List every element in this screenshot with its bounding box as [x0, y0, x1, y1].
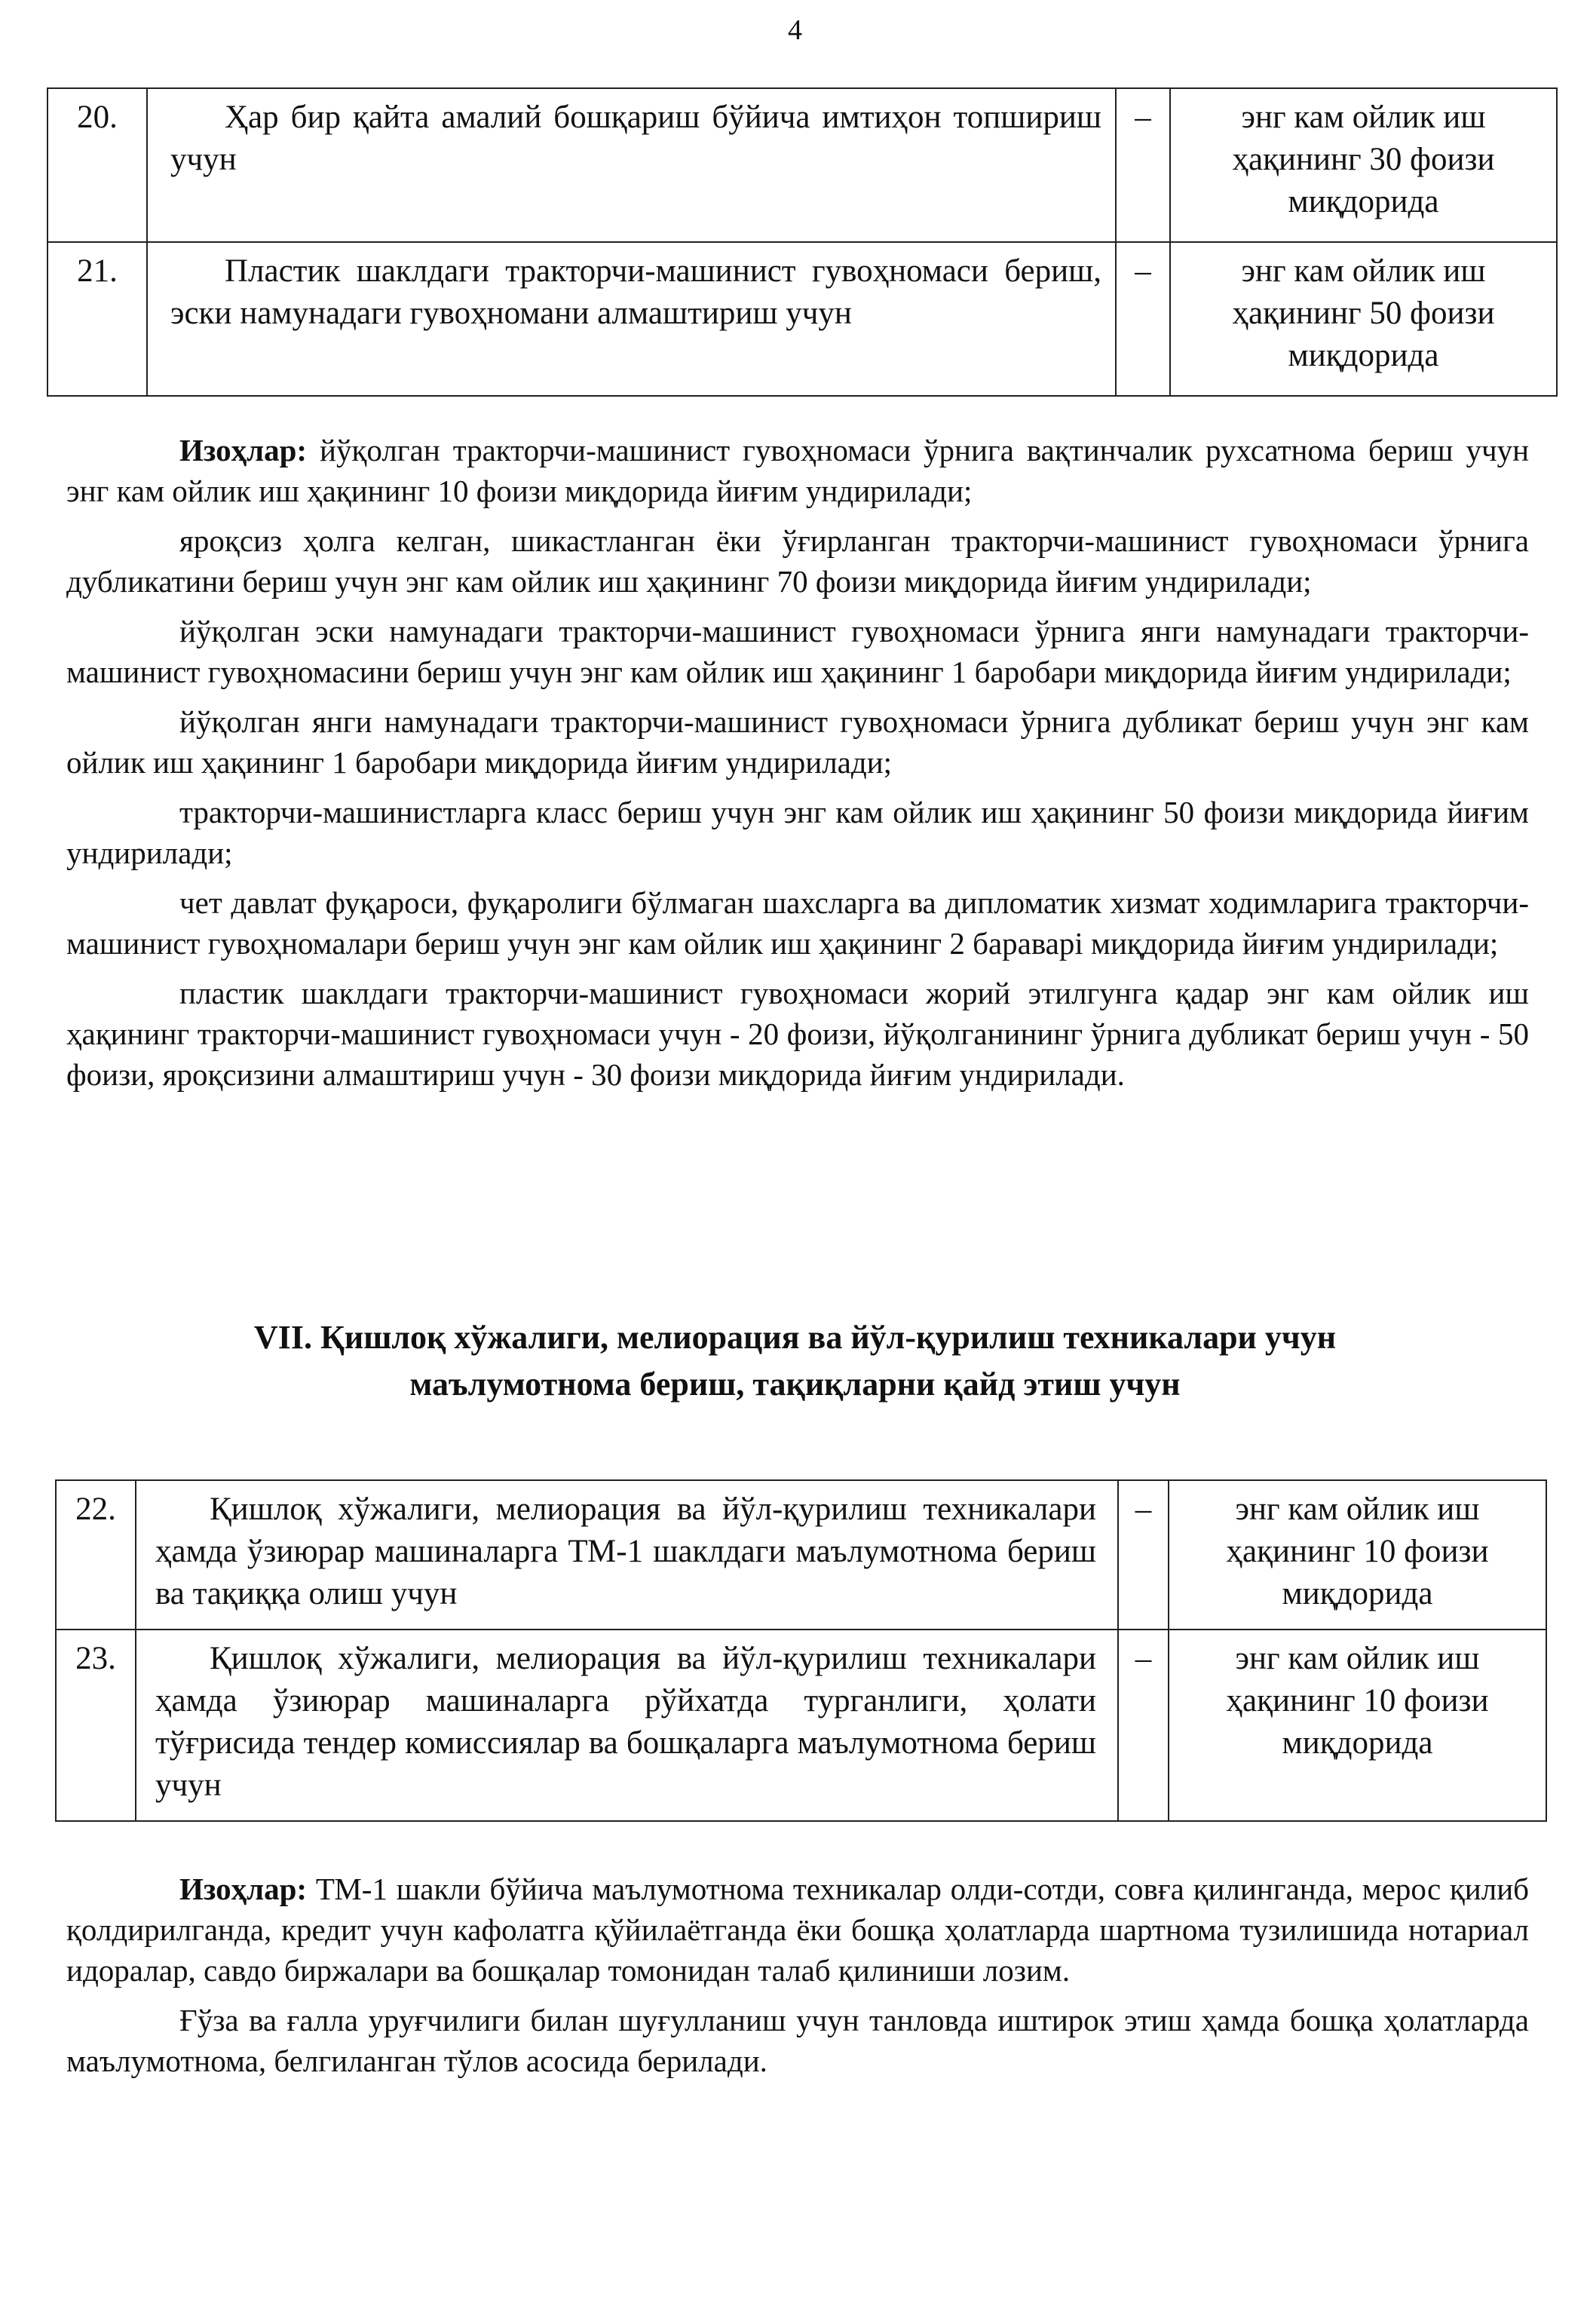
service-description-text: Қишлоқ хўжалиги, мелиорация ва йўл-қурилиш техникалари ҳамда ўзиюрар машиналарга рўйхатда турганлиги, ҳолати тўғрисида тендер комиссиялар ва бошқаларга маълумотнома бериш учун	[155, 1641, 1096, 1803]
fee-rate-line: ҳақининг 50 фоизи	[1232, 295, 1495, 331]
fee-rate-line: энг кам ойлик иш	[1241, 253, 1486, 289]
fee-rate-line: энг кам ойлик иш	[1235, 1492, 1480, 1527]
note-paragraph: Ғўза ва ғалла уруғчилиги билан шуғулланиш учун танловда иштирок этиш ҳамда бошқа ҳолатларда маълумотнома, белгиланган тўлов асосида берилади.	[66, 2003, 1529, 2078]
fee-rate-line: энг кам ойлик иш	[1241, 100, 1486, 135]
fee-rate	[1169, 1630, 1546, 1821]
dash-cell: –	[1116, 242, 1170, 396]
table-row	[47, 242, 1557, 396]
fee-rate-line: ҳақининг 10 фоизи	[1226, 1682, 1489, 1718]
fee-rate	[1170, 242, 1557, 396]
dash-cell: –	[1118, 1630, 1169, 1821]
service-description	[147, 242, 1116, 396]
fee-table-technical-certificates	[55, 1479, 1547, 1822]
section-heading-line: маълумотнома бериш, тақиқларни қайд этиш учун	[409, 1366, 1181, 1403]
notes-label: Изоҳлар:	[179, 433, 308, 468]
fee-rate-line: миқдорида	[1288, 337, 1439, 373]
note-paragraph	[66, 430, 1529, 511]
note-paragraph: яроқсиз ҳолга келган, шикастланган ёки ўғирланган тракторчи-машинист гувоҳномаси ўрнига дубликатини бериш учун энг кам ойлик иш ҳақининг 70 фоизи миқдорида йиғим ундирилади;	[66, 523, 1529, 599]
row-number: 22.	[56, 1480, 136, 1630]
fee-rate-line: миқдорида	[1288, 183, 1439, 219]
table-row	[47, 88, 1557, 242]
service-description-text: Пластик шаклдаги тракторчи-машинист гувоҳномаси бериш, эски намунадаги гувоҳномани алмаштириш учун	[170, 253, 1101, 331]
service-description	[147, 88, 1116, 242]
notes-section	[66, 430, 1529, 1104]
fee-rate-line: ҳақининг 30 фоизи	[1232, 141, 1495, 177]
section-heading	[0, 1314, 1590, 1408]
service-description-text: Қишлоқ хўжалиги, мелиорация ва йўл-қурилиш техникалари ҳамда ўзиюрар машиналарга ТМ-1 шаклдаги маълумотнома бериш ва тақиққа олиш учун	[155, 1492, 1096, 1611]
row-number: 21.	[47, 242, 147, 396]
note-paragraph	[66, 1869, 1529, 1991]
fee-rate	[1169, 1480, 1546, 1630]
note-text: йўқолган тракторчи-машинист гувоҳномаси ўрнига вақтинчалик рухсатнома бериш учун энг кам ойлик иш ҳақининг 10 фоизи миқдорида йиғим ундирилади;	[66, 433, 1530, 508]
service-description	[136, 1480, 1118, 1630]
row-number: 23.	[56, 1630, 136, 1821]
fee-rate	[1170, 88, 1557, 242]
table-row	[56, 1480, 1546, 1630]
note-paragraph: тракторчи-машинистларга класс бериш учун энг кам ойлик иш ҳақининг 50 фоизи миқдорида йиғим ундирилади;	[66, 795, 1529, 870]
note-paragraph: йўқолган янги намунадаги тракторчи-машинист гувоҳномаси ўрнига дубликат бериш учун энг кам ойлик иш ҳақининг 1 баробари миқдорида йиғим ундирилади;	[66, 704, 1529, 780]
note-paragraph: пластик шаклдаги тракторчи-машинист гувоҳномаси жорий этилгунга қадар энг кам ойлик иш ҳақининг тракторчи-машинист гувоҳномаси учун - 20 фоизи, йўқолганининг ўрнига дубликат бериш учун - 50 фоизи, яроқсизини алмаштириш учун - 30 фоизи миқдорида йиғим ундирилади.	[66, 976, 1529, 1092]
fee-rate-line: миқдорида	[1282, 1575, 1433, 1611]
section-heading-line: VII. Қишлоқ хўжалиги, мелиорация ва йўл-қурилиш техникалари учун	[253, 1319, 1337, 1356]
table-row	[56, 1630, 1546, 1821]
fee-rate-line: ҳақининг 10 фоизи	[1226, 1533, 1489, 1569]
dash-cell: –	[1118, 1480, 1169, 1630]
service-description	[136, 1630, 1118, 1821]
fee-table-tractor-licenses	[47, 87, 1558, 397]
service-description-text: Ҳар бир қайта амалий бошқариш бўйича имтиҳон топшириш учун	[170, 100, 1101, 177]
page-number: 4	[788, 14, 802, 46]
notes-section	[66, 1869, 1529, 2090]
note-text: ТМ-1 шакли бўйича маълумотнома техникалар олди-сотди, совға қилинганда, мерос қилиб қолдирилганда, кредит учун кафолатга қўйилаётганда ёки бошқа ҳолатларда шартнома тузилишида нотариал идоралар, савдо биржалари ва бошқалар томонидан талаб қилиниши лозим.	[66, 1872, 1530, 1988]
dash-cell: –	[1116, 88, 1170, 242]
fee-rate-line: энг кам ойлик иш	[1235, 1641, 1480, 1676]
note-paragraph: йўқолган эски намунадаги тракторчи-машинист гувоҳномаси ўрнига янги намунадаги тракторчи-машинист гувоҳномасини бериш учун энг кам ойлик иш ҳақининг 1 баробари миқдорида йиғим ундирилади;	[66, 614, 1529, 689]
row-number: 20.	[47, 88, 147, 242]
fee-rate-line: миқдорида	[1282, 1725, 1433, 1761]
notes-label: Изоҳлар:	[179, 1872, 308, 1906]
note-paragraph: чет давлат фуқароси, фуқаролиги бўлмаган шахсларга ва дипломатик хизмат ходимларига тракторчи-машинист гувоҳномалари бериш учун энг кам ойлик иш ҳақининг 2 бараварi миқдорида йиғим ундирилади;	[66, 885, 1529, 961]
